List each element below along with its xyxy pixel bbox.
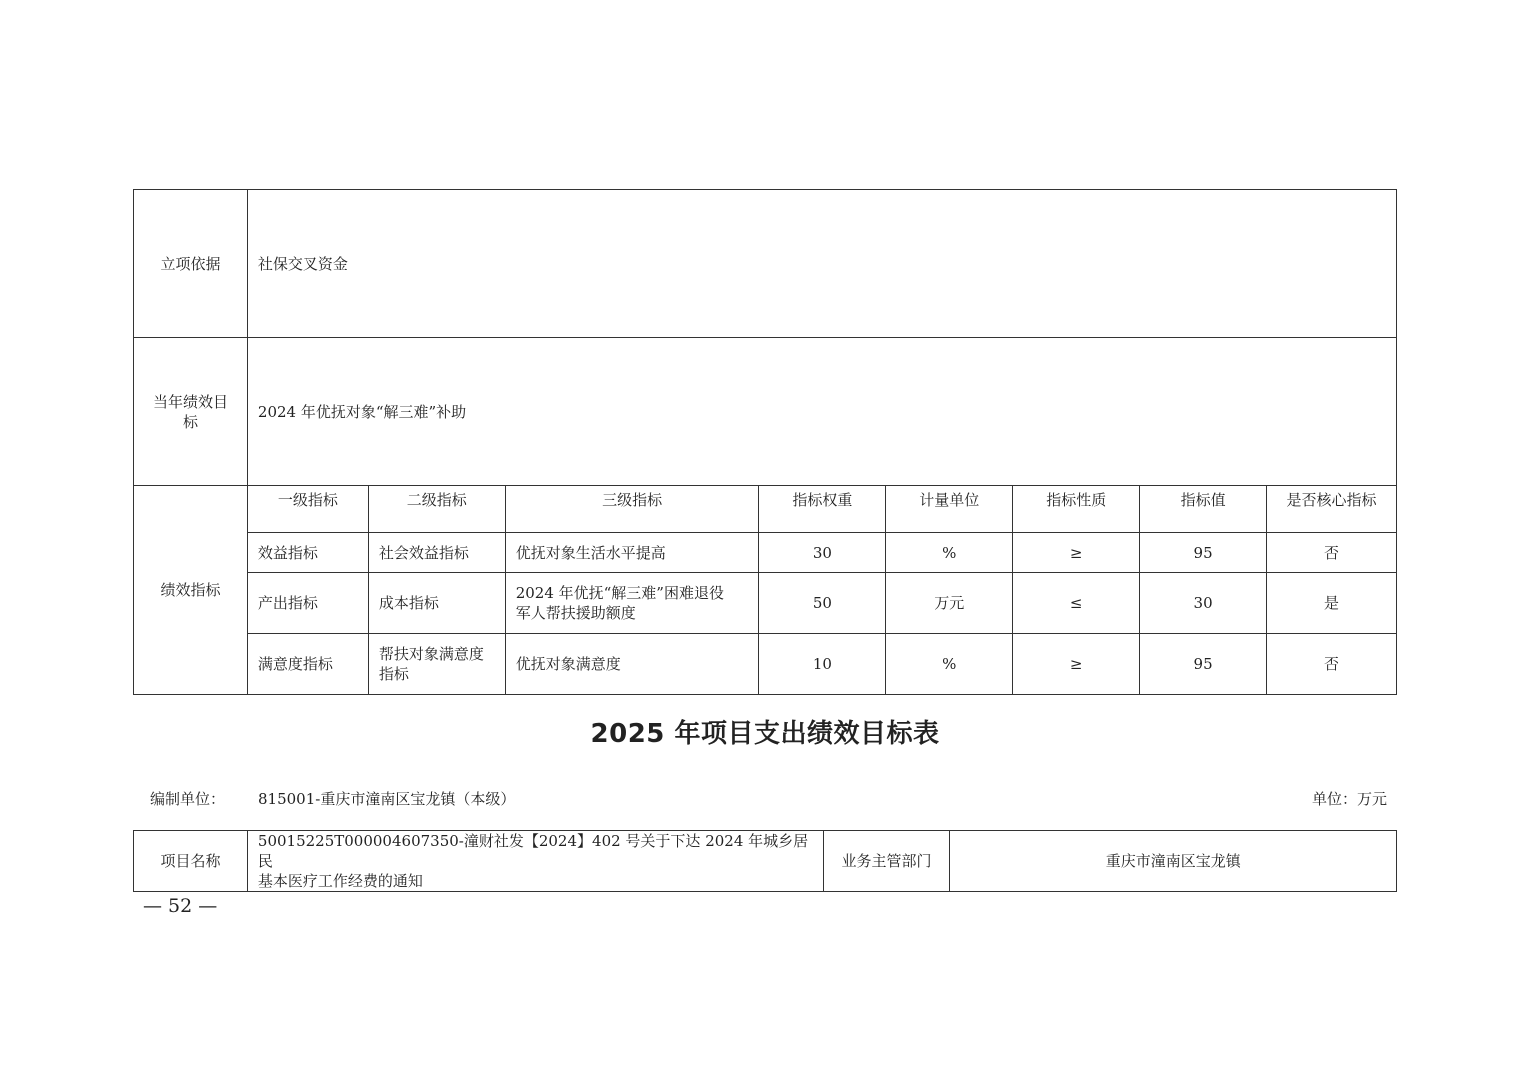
header-unit: 计量单位 bbox=[886, 486, 1013, 533]
value-cell: 95 bbox=[1140, 533, 1267, 573]
header-level2: 二级指标 bbox=[368, 486, 505, 533]
unit-cell: 万元 bbox=[886, 573, 1013, 634]
unit-cell: % bbox=[886, 533, 1013, 573]
basis-label: 立项依据 bbox=[134, 190, 248, 338]
core-cell: 否 bbox=[1267, 634, 1397, 695]
org-value: 815001-重庆市潼南区宝龙镇（本级） bbox=[258, 790, 516, 808]
dept-label: 业务主管部门 bbox=[823, 831, 950, 892]
core-cell: 否 bbox=[1267, 533, 1397, 573]
level1-cell: 效益指标 bbox=[247, 533, 368, 573]
table-row bbox=[134, 533, 1397, 573]
value-cell: 30 bbox=[1140, 573, 1267, 634]
page-number: — 52 — bbox=[143, 895, 218, 917]
header-level3: 三级指标 bbox=[505, 486, 759, 533]
unit-label: 单位：万元 bbox=[1311, 790, 1387, 808]
org-label: 编制单位： bbox=[150, 790, 226, 808]
level3-cell: 优抚对象满意度 bbox=[505, 634, 759, 695]
basis-value: 社保交叉资金 bbox=[247, 190, 1396, 338]
header-weight: 指标权重 bbox=[759, 486, 886, 533]
level3-cell: 优抚对象生活水平提高 bbox=[505, 533, 759, 573]
header-value: 指标值 bbox=[1140, 486, 1267, 533]
performance-table bbox=[133, 189, 1397, 695]
table-row bbox=[134, 573, 1397, 634]
nature-cell: ≥ bbox=[1013, 533, 1140, 573]
weight-cell: 50 bbox=[759, 573, 886, 634]
header-core: 是否核心指标 bbox=[1267, 486, 1397, 533]
annual-goal-value: 2024 年优抚对象“解三难”补助 bbox=[247, 338, 1396, 486]
level1-cell: 产出指标 bbox=[247, 573, 368, 634]
weight-cell: 30 bbox=[759, 533, 886, 573]
section-title: 2025 年项目支出绩效目标表 bbox=[590, 719, 940, 749]
header-level1: 一级指标 bbox=[247, 486, 368, 533]
dept-value: 重庆市潼南区宝龙镇 bbox=[950, 831, 1397, 892]
table-row bbox=[134, 634, 1397, 695]
unit-cell: % bbox=[886, 634, 1013, 695]
project-table bbox=[133, 830, 1397, 892]
level3-cell: 2024 年优抚“解三难”困难退役 军人帮扶援助额度 bbox=[505, 573, 759, 634]
core-cell: 是 bbox=[1267, 573, 1397, 634]
level1-cell: 满意度指标 bbox=[247, 634, 368, 695]
header-nature: 指标性质 bbox=[1013, 486, 1140, 533]
indicators-label: 绩效指标 bbox=[134, 486, 248, 695]
level2-cell: 成本指标 bbox=[368, 573, 505, 634]
nature-cell: ≥ bbox=[1013, 634, 1140, 695]
nature-cell: ≤ bbox=[1013, 573, 1140, 634]
annual-goal-label: 当年绩效目 标 bbox=[134, 338, 248, 486]
project-name-value: 50015225T000004607350-潼财社发【2024】402 号关于下达 2024 年城乡居民 基本医疗工作经费的通知 bbox=[247, 831, 823, 892]
level2-cell: 社会效益指标 bbox=[368, 533, 505, 573]
level2-cell: 帮扶对象满意度 指标 bbox=[368, 634, 505, 695]
weight-cell: 10 bbox=[759, 634, 886, 695]
project-name-label: 项目名称 bbox=[134, 831, 248, 892]
value-cell: 95 bbox=[1140, 634, 1267, 695]
